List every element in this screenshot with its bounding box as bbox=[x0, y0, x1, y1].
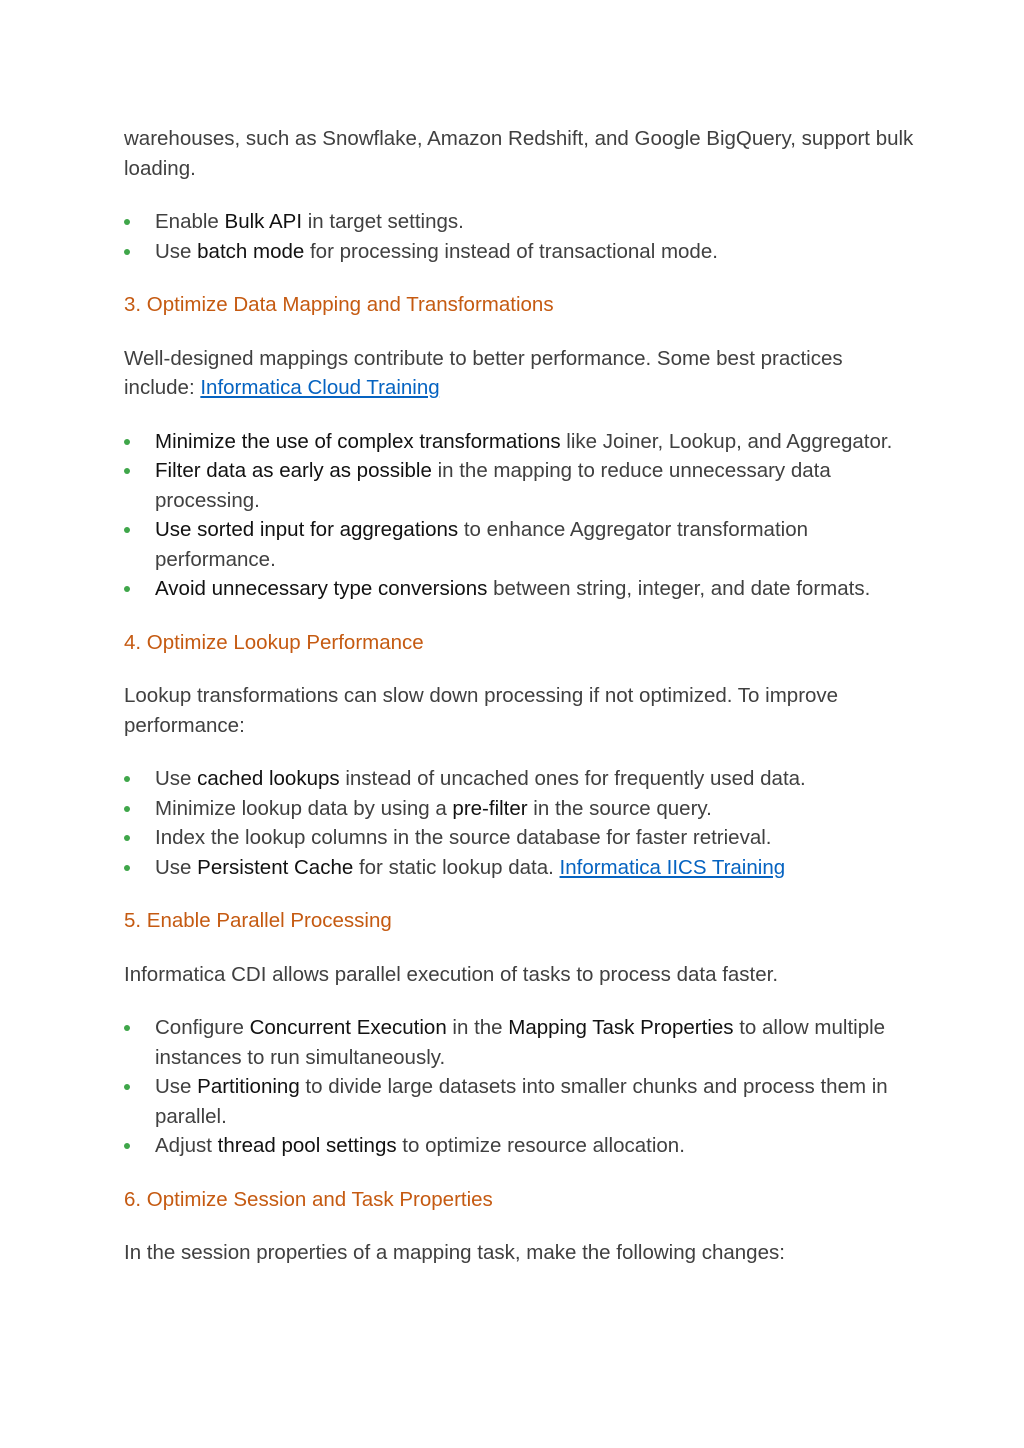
list-item: Minimize the use of complex transformations like Joiner, Lookup, and Aggregator. bbox=[124, 427, 914, 457]
mapping-practices-list bbox=[124, 427, 914, 604]
list-item: Use Persistent Cache for static lookup data. Informatica IICS Training bbox=[124, 853, 914, 883]
emphasis: Minimize the use of complex transformations bbox=[155, 429, 561, 453]
section-heading-5: 5. Enable Parallel Processing bbox=[124, 909, 392, 932]
list-item: Minimize lookup data by using a pre-filter in the source query. bbox=[124, 794, 914, 824]
section6-paragraph: In the session properties of a mapping task, make the following changes: bbox=[124, 1241, 785, 1264]
list-item: Use batch mode for processing instead of transactional mode. bbox=[124, 237, 914, 267]
intro-paragraph: warehouses, such as Snowflake, Amazon Redshift, and Google BigQuery, support bulk loading. bbox=[124, 127, 914, 180]
list-item: Index the lookup columns in the source database for faster retrieval. bbox=[124, 823, 914, 853]
list-item: Filter data as early as possible in the mapping to reduce unnecessary data processing. bbox=[124, 456, 914, 515]
bullet-icon bbox=[124, 865, 130, 871]
section-heading-4: 4. Optimize Lookup Performance bbox=[124, 630, 424, 654]
emphasis: Avoid unnecessary type conversions bbox=[155, 577, 488, 600]
emphasis: Filter data as early as possible bbox=[155, 459, 432, 482]
bullet-icon bbox=[124, 586, 130, 592]
list-item: Use cached lookups instead of uncached ones for frequently used data. bbox=[124, 764, 914, 794]
emphasis: cached lookups bbox=[197, 767, 340, 790]
list-item: Configure Concurrent Execution in the Mapping Task Properties to allow multiple instances to run simultaneously. bbox=[124, 1013, 914, 1072]
emphasis: pre-filter bbox=[452, 796, 528, 820]
emphasis: batch mode bbox=[197, 239, 305, 263]
bullet-icon bbox=[124, 1025, 130, 1031]
emphasis: Partitioning bbox=[197, 1075, 300, 1098]
section5-paragraph: Informatica CDI allows parallel execution of tasks to process data faster. bbox=[124, 962, 779, 986]
bullet-icon bbox=[124, 468, 130, 474]
bullet-icon bbox=[124, 249, 130, 255]
bullet-icon bbox=[124, 439, 130, 445]
bulk-load-list bbox=[124, 207, 914, 266]
emphasis: thread pool settings bbox=[217, 1134, 397, 1157]
bullet-icon bbox=[124, 776, 130, 782]
emphasis: Concurrent Execution bbox=[249, 1016, 447, 1039]
informatica-iics-training-link[interactable]: Informatica IICS Training bbox=[559, 855, 786, 879]
document-page bbox=[124, 124, 914, 1292]
list-item: Use Partitioning to divide large datasets into smaller chunks and process them in parallel. bbox=[124, 1072, 914, 1131]
bullet-icon bbox=[124, 527, 130, 533]
parallel-processing-list bbox=[124, 1013, 914, 1161]
emphasis: Bulk API bbox=[224, 210, 303, 233]
list-item: Use sorted input for aggregations to enhance Aggregator transformation performance. bbox=[124, 515, 914, 574]
list-item: Enable Bulk API in target settings. bbox=[124, 207, 914, 237]
informatica-cloud-training-link[interactable]: Informatica Cloud Training bbox=[200, 376, 440, 399]
bullet-icon bbox=[124, 806, 130, 812]
bullet-icon bbox=[124, 1143, 130, 1149]
bullet-icon bbox=[124, 835, 130, 841]
list-item: Avoid unnecessary type conversions between string, integer, and date formats. bbox=[124, 574, 914, 604]
section-heading-3: 3. Optimize Data Mapping and Transformations bbox=[124, 293, 554, 316]
section-heading-6: 6. Optimize Session and Task Properties bbox=[124, 1187, 493, 1211]
lookup-list bbox=[124, 764, 914, 882]
emphasis: Mapping Task Properties bbox=[508, 1016, 734, 1039]
list-item: Adjust thread pool settings to optimize resource allocation. bbox=[124, 1131, 914, 1161]
emphasis: Use sorted input for aggregations bbox=[155, 518, 459, 541]
emphasis: Persistent Cache bbox=[197, 855, 354, 879]
bullet-icon bbox=[124, 219, 130, 225]
section4-paragraph: Lookup transformations can slow down processing if not optimized. To improve performance: bbox=[124, 684, 839, 737]
bullet-icon bbox=[124, 1084, 130, 1090]
section3-paragraph: Well-designed mappings contribute to better performance. Some best practices include: Informatica Cloud Training bbox=[124, 346, 843, 399]
